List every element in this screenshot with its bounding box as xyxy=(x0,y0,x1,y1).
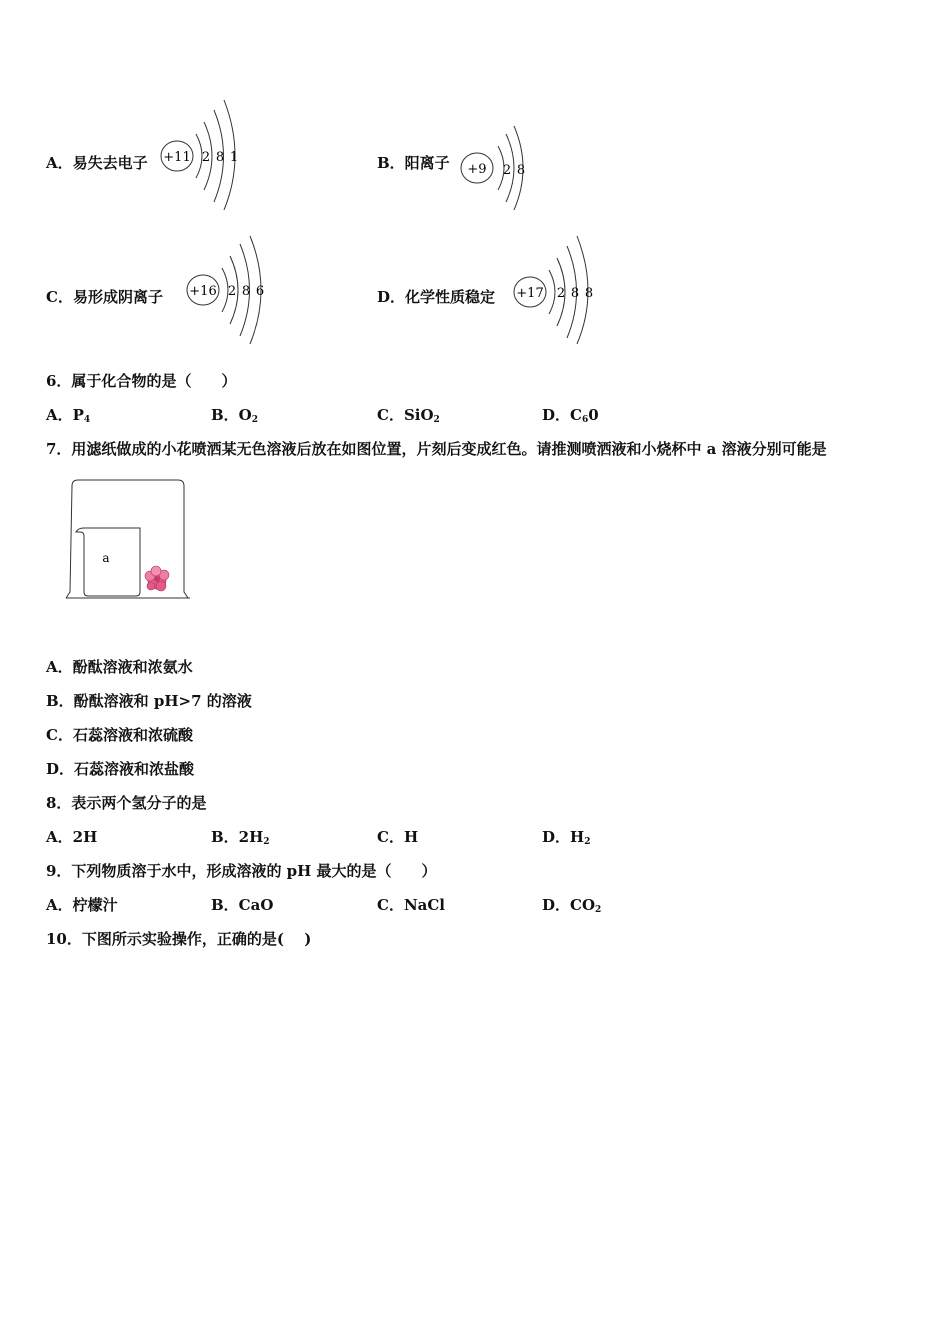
q8-option-a: A．2H xyxy=(46,828,98,846)
q5-option-a-label: A．易失去电子 xyxy=(46,154,148,172)
q9-stem: 9．下列物质溶于水中，形成溶液的 pH 最大的是（ ） xyxy=(46,862,437,880)
q6-option-a: A．$P_4$ xyxy=(46,406,91,425)
q5-c-nucleus: +16 xyxy=(189,284,217,299)
q5-option-d-label: D．化学性质稳定 xyxy=(377,288,496,306)
q5-d-shell-2: 8 xyxy=(570,286,580,301)
q5-b-shell-1: 2 xyxy=(502,163,512,178)
q5-a-shell-2: 8 xyxy=(215,150,225,165)
q8-stem: 8．表示两个氢分子的是 xyxy=(46,794,207,812)
q9-option-b: B．CaO xyxy=(211,896,274,914)
q5-option-b-label: B．阳离子 xyxy=(377,154,450,172)
q7-experiment-figure xyxy=(60,476,196,604)
q7-beaker-label: a xyxy=(102,551,110,565)
q5-a-shell-3: 1 xyxy=(229,150,239,165)
q7-option-a: A．酚酞溶液和浓氨水 xyxy=(46,658,193,676)
q5-option-c-label: C．易形成阴离子 xyxy=(46,288,163,306)
q5-a-nucleus: +11 xyxy=(163,150,191,165)
q5-d-shell-3: 8 xyxy=(584,286,594,301)
q7-stem: 7．用滤纸做成的小花喷洒某无色溶液后放在如图位置，片刻后变成红色。请推测喷洒液和小烧杯中 a 溶液分别可能是 xyxy=(46,440,827,458)
q9-option-c: C．NaCl xyxy=(377,896,446,914)
q8-option-b: B．$2H_2$ xyxy=(211,828,270,847)
q5-c-shell-1: 2 xyxy=(227,284,237,299)
q8-option-d: D．$H_2$ xyxy=(542,828,591,847)
q5-c-shell-3: 6 xyxy=(255,284,265,299)
q5-b-nucleus: +9 xyxy=(467,162,487,177)
q7-option-d: D．石蕊溶液和浓盐酸 xyxy=(46,760,195,778)
q5-option-c-diagram xyxy=(184,234,274,346)
q7-option-c: C．石蕊溶液和浓硫酸 xyxy=(46,726,193,744)
q6-stem: 6．属于化合物的是（ ） xyxy=(46,372,237,390)
q5-option-a-diagram xyxy=(158,98,248,210)
q6-option-d: D．$C_60$ xyxy=(542,406,599,425)
q5-c-shell-2: 8 xyxy=(241,284,251,299)
q5-a-shell-1: 2 xyxy=(201,150,211,165)
q9-option-d: D．$CO_2$ xyxy=(542,896,602,915)
q10-stem: 10．下图所示实验操作，正确的是( ) xyxy=(46,930,312,948)
paper-flower-icon xyxy=(145,566,169,591)
q5-option-d-diagram xyxy=(511,234,601,346)
q5-d-nucleus: +17 xyxy=(516,286,544,301)
q6-option-c: C．SiO$_2$ xyxy=(377,406,440,425)
q8-option-c: C．H xyxy=(377,828,419,846)
q5-option-b-diagram xyxy=(458,124,530,210)
q6-option-b: B．$O_2$ xyxy=(211,406,259,425)
q5-b-shell-2: 8 xyxy=(516,163,526,178)
q9-option-a: A．柠檬汁 xyxy=(46,896,118,914)
q5-d-shell-1: 2 xyxy=(556,286,566,301)
q7-option-b: B．酚酞溶液和 pH>7 的溶液 xyxy=(46,692,252,710)
